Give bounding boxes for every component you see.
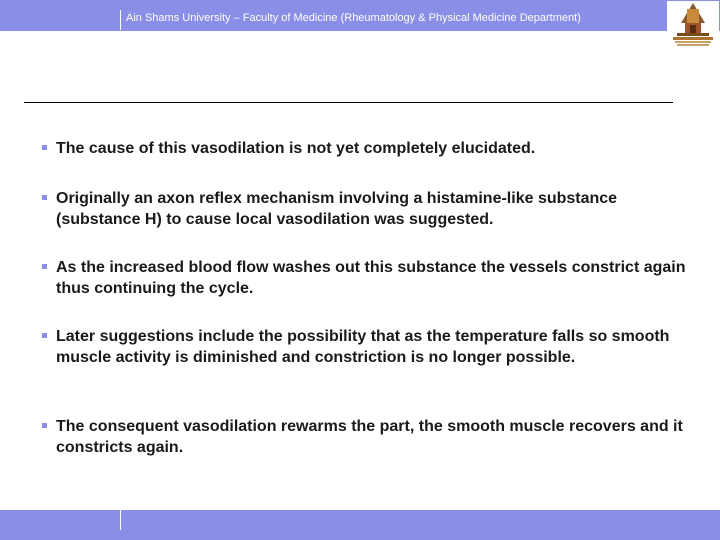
bullet-marker-icon [42,423,47,428]
header-bar [0,0,720,31]
header-divider [120,10,121,30]
bullet-item [42,188,692,230]
bullet-marker-icon [42,333,47,338]
bullet-text: The consequent vasodilation rewarms the part, the smooth muscle recovers and it constricts again. [56,418,683,456]
bullet-item [42,138,692,159]
title-rule [24,102,673,103]
header-title: Ain Shams University – Faculty of Medicine (Rheumatology & Physical Medicine Department) [126,12,581,24]
bullet-text: Later suggestions include the possibility that as the temperature falls so smooth muscle activity is diminished and constriction is no longer possible. [56,328,670,366]
bullet-item [42,257,692,299]
footer-divider [120,510,121,530]
bullet-item [42,326,692,368]
university-crest-icon [667,1,719,49]
bullet-text: The cause of this vasodilation is not yet completely elucidated. [56,140,536,157]
footer-bar [0,510,720,540]
bullet-text: As the increased blood flow washes out this substance the vessels constrict again thus continuing the cycle. [56,259,686,297]
bullet-item [42,416,692,458]
bullet-marker-icon [42,145,47,150]
bullet-marker-icon [42,195,47,200]
bullet-text: Originally an axon reflex mechanism involving a histamine-like substance (substance H) to cause local vasodilation was suggested. [56,190,618,228]
bullet-marker-icon [42,264,47,269]
